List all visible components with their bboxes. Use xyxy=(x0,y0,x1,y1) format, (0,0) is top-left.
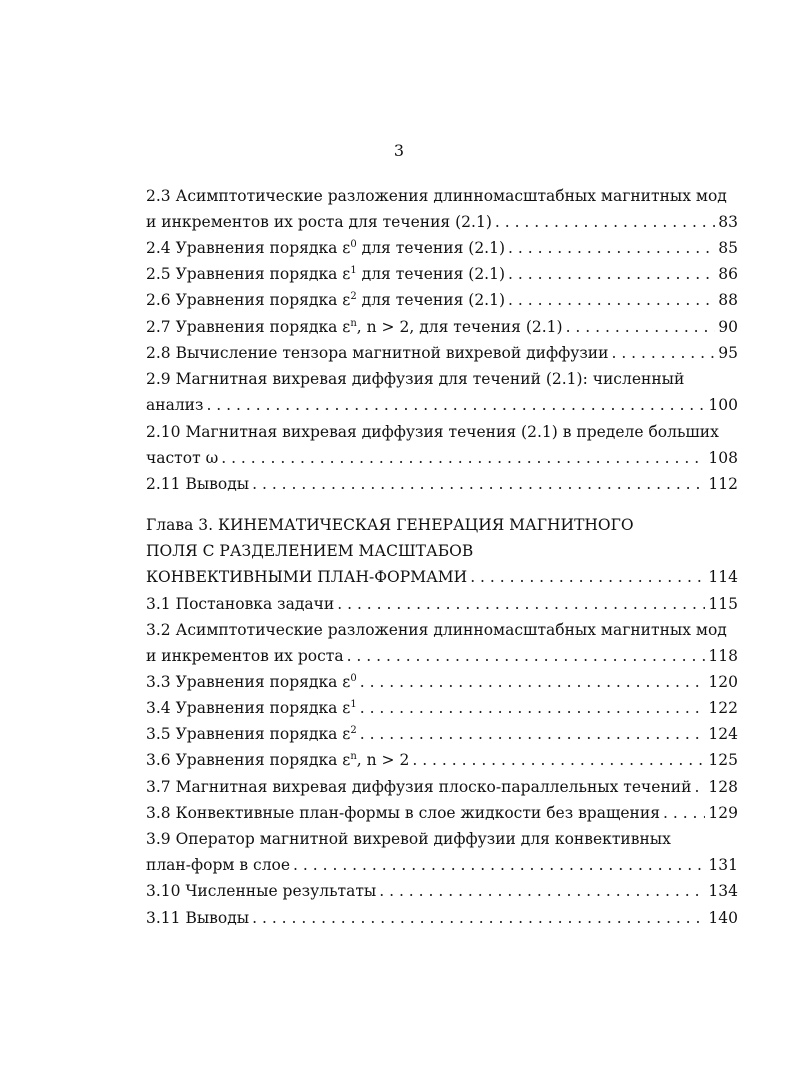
toc-entry-2-5[interactable]: 2.5 Уравнения порядка $\varepsilon^1$ для течения (2.1) . . . 86 xyxy=(146,262,738,286)
toc-page: 140 xyxy=(708,909,738,927)
leader-dots xyxy=(252,906,705,930)
toc-page: 85 xyxy=(718,239,738,257)
chapter-3-title-line1: Глава 3. КИНЕМАТИЧЕСКАЯ ГЕНЕРАЦИЯ МАГНИТНОГО xyxy=(146,516,634,534)
page-number: 3 xyxy=(393,141,405,160)
toc-page: 100 xyxy=(708,396,738,414)
toc-entry-3-8[interactable]: 3.8 Конвективные план-формы в слое жидкости без вращения . . . 129 xyxy=(146,801,738,825)
toc-entry-2-11[interactable]: 2.11 Выводы . . . 112 xyxy=(146,472,738,496)
leader-dots xyxy=(663,801,705,825)
leader-dots xyxy=(470,565,705,589)
leader-dots xyxy=(293,853,705,877)
toc-page: 95 xyxy=(718,344,738,362)
leader-dots xyxy=(347,644,706,668)
leader-dots xyxy=(221,446,705,470)
toc-entry-2-3-line1: 2.3 Асимптотические разложения длинномасштабных магнитных мод xyxy=(146,187,727,205)
toc-page: 125 xyxy=(708,751,738,769)
toc-entry-3-3[interactable]: 3.3 Уравнения порядка $\varepsilon^0$ . . . 120 xyxy=(146,670,738,694)
leader-dots xyxy=(694,775,705,799)
toc-page: 83 xyxy=(718,213,738,231)
toc-entry-2-10[interactable]: частот ω . . . 108 xyxy=(146,446,738,470)
leader-dots xyxy=(508,288,715,312)
toc-entry-3-6[interactable]: 3.6 Уравнения порядка $\varepsilon^n$, n > 2 . . . 125 xyxy=(146,748,738,772)
toc-entry-3-9-line1: 3.9 Оператор магнитной вихревой диффузии для конвективных xyxy=(146,830,671,848)
leader-dots xyxy=(360,696,706,720)
toc-page: 114 xyxy=(708,568,738,586)
toc-entry-3-5[interactable]: 3.5 Уравнения порядка $\varepsilon^2$ . . . 124 xyxy=(146,722,738,746)
leader-dots xyxy=(508,262,715,286)
toc-chapter-3[interactable]: КОНВЕКТИВНЫМИ ПЛАН-ФОРМАМИ . . . 114 xyxy=(146,565,738,589)
toc-entry-2-10-line1: 2.10 Магнитная вихревая диффузия течения (2.1) в пределе больших xyxy=(146,423,719,441)
leader-dots xyxy=(566,315,716,339)
toc-page: 134 xyxy=(708,882,738,900)
leader-dots xyxy=(206,393,705,417)
leader-dots xyxy=(252,472,705,496)
toc-entry-3-2-line1: 3.2 Асимптотические разложения длинномасштабных магнитных мод xyxy=(146,621,727,639)
toc-page: 86 xyxy=(718,265,738,283)
toc-entry-3-9[interactable]: план-форм в слое . . . 131 xyxy=(146,853,738,877)
toc-entry-2-3[interactable]: и инкрементов их роста для течения (2.1) . . . 83 xyxy=(146,210,738,234)
toc-page: 90 xyxy=(718,318,738,336)
leader-dots xyxy=(360,670,706,694)
toc-page: 129 xyxy=(708,804,738,822)
toc-page: 128 xyxy=(708,778,738,796)
leader-dots xyxy=(508,236,715,260)
toc-entry-3-4[interactable]: 3.4 Уравнения порядка $\varepsilon^1$ . . . 122 xyxy=(146,696,738,720)
toc-page: 115 xyxy=(708,595,738,613)
chapter-3-title-line2: ПОЛЯ С РАЗДЕЛЕНИЕМ МАСШТАБОВ xyxy=(146,542,474,560)
toc-entry-3-11[interactable]: 3.11 Выводы . . . 140 xyxy=(146,906,738,930)
toc-entry-2-6[interactable]: 2.6 Уравнения порядка $\varepsilon^2$ для течения (2.1) . . . 88 xyxy=(146,288,738,312)
leader-dots xyxy=(412,748,705,772)
toc-page: 108 xyxy=(708,449,738,467)
toc-page: 122 xyxy=(708,699,738,717)
leader-dots xyxy=(360,722,706,746)
toc-entry-2-8[interactable]: 2.8 Вычисление тензора магнитной вихревой диффузии . . . 95 xyxy=(146,341,738,365)
toc-page: 124 xyxy=(708,725,738,743)
toc-entry-2-9[interactable]: анализ . . . 100 xyxy=(146,393,738,417)
toc-entry-2-7[interactable]: 2.7 Уравнения порядка $\varepsilon^n$, n > 2, для течения (2.1) . . . 90 xyxy=(146,315,738,339)
toc-entry-2-9-line1: 2.9 Магнитная вихревая диффузия для течений (2.1): численный xyxy=(146,370,685,388)
leader-dots xyxy=(337,592,705,616)
toc-entry-3-7[interactable]: 3.7 Магнитная вихревая диффузия плоско-параллельных течений . . . 128 xyxy=(146,775,738,799)
toc-entry-3-1[interactable]: 3.1 Постановка задачи . . . 115 xyxy=(146,592,738,616)
toc-page: 131 xyxy=(708,856,738,874)
leader-dots xyxy=(379,879,705,903)
toc-page: 120 xyxy=(708,673,738,691)
toc-page: 88 xyxy=(718,291,738,309)
toc-entry-3-10[interactable]: 3.10 Численные результаты . . . 134 xyxy=(146,879,738,903)
toc-entry-3-2[interactable]: и инкрементов их роста . . . 118 xyxy=(146,644,738,668)
leader-dots xyxy=(611,341,715,365)
toc-page: 112 xyxy=(708,475,738,493)
toc-page: 118 xyxy=(708,647,738,665)
leader-dots xyxy=(495,210,715,234)
toc-entry-2-4[interactable]: 2.4 Уравнения порядка $\varepsilon^0$ для течения (2.1) . . . 85 xyxy=(146,236,738,260)
